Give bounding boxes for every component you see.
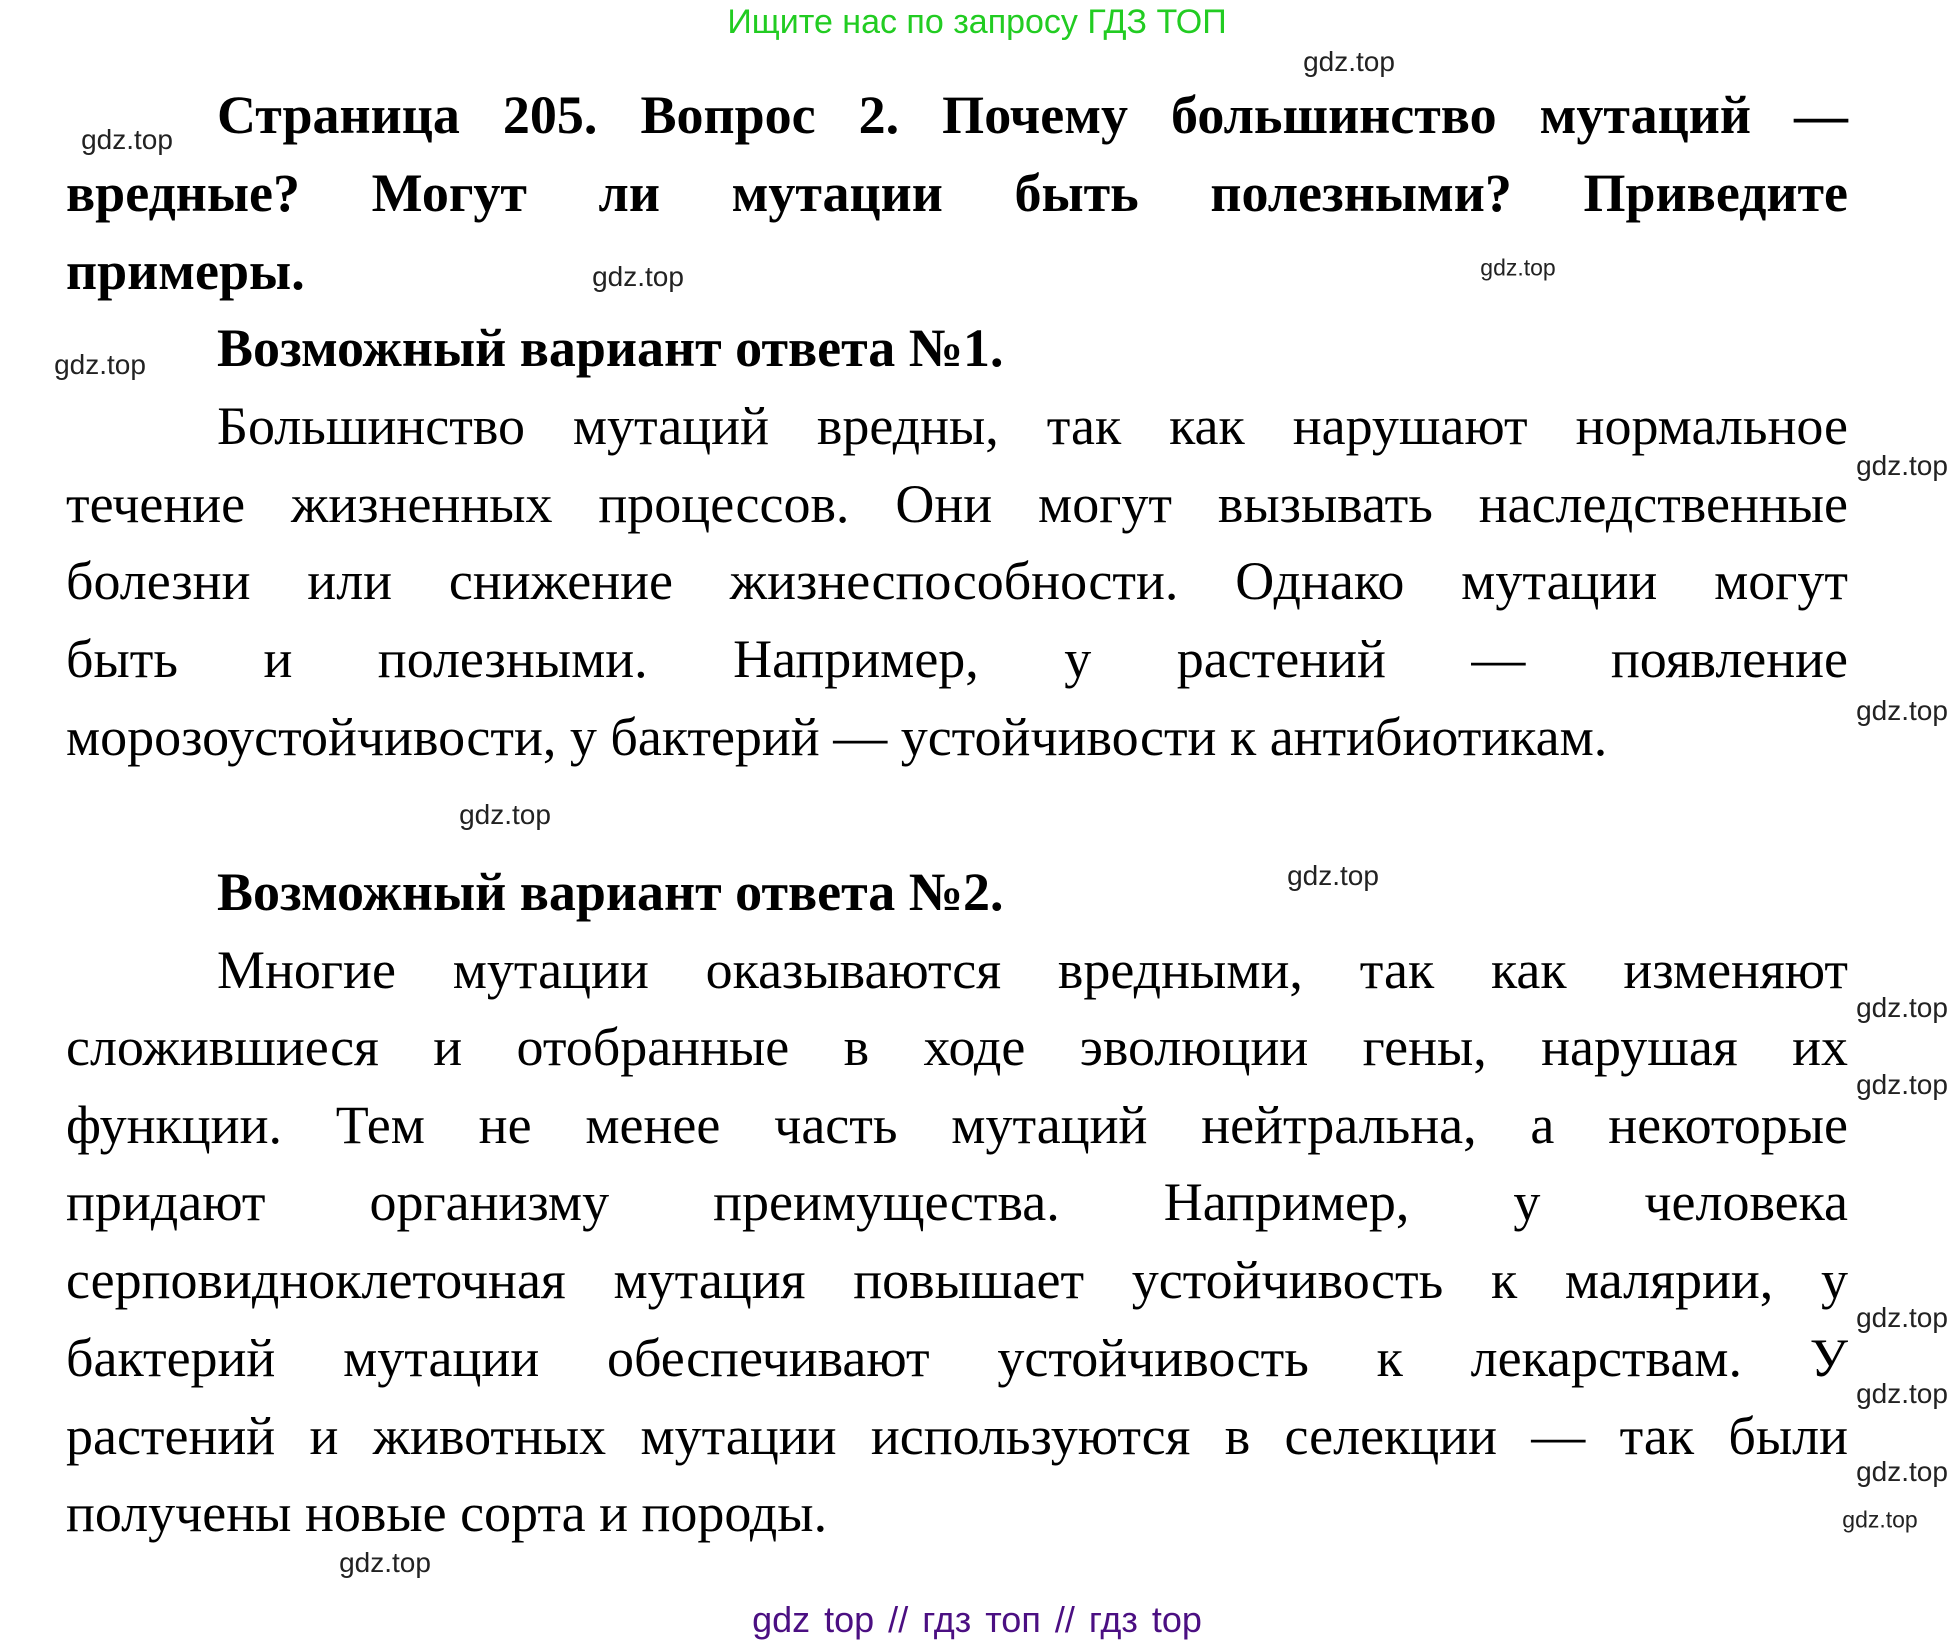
answer1-line: морозоустойчивости, у бактерий — устойчивости к антибиотикам. <box>66 707 1608 767</box>
watermark: gdz.top <box>1856 1069 1948 1100</box>
watermark: gdz.top <box>1856 695 1948 726</box>
question-line: Страница 205. Вопрос 2. Почему большинство мутаций — <box>217 85 1848 145</box>
watermark: gdz.top <box>54 349 146 380</box>
answer2-line: сложившиеся и отобранные в ходе эволюции гены, нарушая их <box>66 1017 1848 1077</box>
watermark: gdz.top <box>1856 1302 1948 1333</box>
watermark: gdz.top <box>1856 992 1948 1023</box>
watermark: gdz.top <box>339 1547 431 1578</box>
answer2-line: функции. Тем не менее часть мутаций нейтральна, а некоторые <box>66 1095 1848 1155</box>
watermark: gdz.top <box>1842 1506 1918 1533</box>
watermark: gdz.top <box>592 261 684 292</box>
answer1-line: течение жизненных процессов. Они могут вызывать наследственные <box>66 474 1848 534</box>
answer2-line: Многие мутации оказываются вредными, так как изменяют <box>217 940 1848 1000</box>
answer1-line: Большинство мутаций вредны, так как нарушают нормальное <box>217 396 1848 456</box>
answer2-line: придают организму преимущества. Например, у человека <box>66 1172 1848 1232</box>
question-line: примеры. <box>66 241 305 301</box>
watermark: gdz.top <box>1287 860 1379 891</box>
watermark: gdz.top <box>1856 1378 1948 1409</box>
footer-watermark: gdz top // гдз топ // гдз top <box>752 1599 1202 1640</box>
answer1-line: болезни или снижение жизнеспособности. Однако мутации могут <box>66 551 1848 611</box>
answer2-line: серповидноклеточная мутация повышает устойчивость к малярии, у <box>66 1250 1848 1310</box>
watermark: gdz.top <box>1480 254 1556 281</box>
answer2-line: растений и животных мутации используются в селекции — так были <box>66 1406 1848 1466</box>
answer2-heading: Возможный вариант ответа №2. <box>217 862 1004 922</box>
watermark: gdz.top <box>1856 1456 1948 1487</box>
answer1-heading: Возможный вариант ответа №1. <box>217 318 1004 378</box>
watermark: gdz.top <box>1303 46 1395 77</box>
search-banner: Ищите нас по запросу ГДЗ ТОП <box>727 3 1227 41</box>
watermark: gdz.top <box>1856 450 1948 481</box>
question-line: вредные? Могут ли мутации быть полезными? Приведите <box>66 163 1848 223</box>
answer2-line: бактерий мутации обеспечивают устойчивость к лекарствам. У <box>66 1328 1848 1388</box>
watermark: gdz.top <box>459 799 551 830</box>
watermark: gdz.top <box>81 124 173 155</box>
answer2-line: получены новые сорта и породы. <box>66 1483 828 1543</box>
answer1-line: быть и полезными. Например, у растений — появление <box>66 629 1848 689</box>
